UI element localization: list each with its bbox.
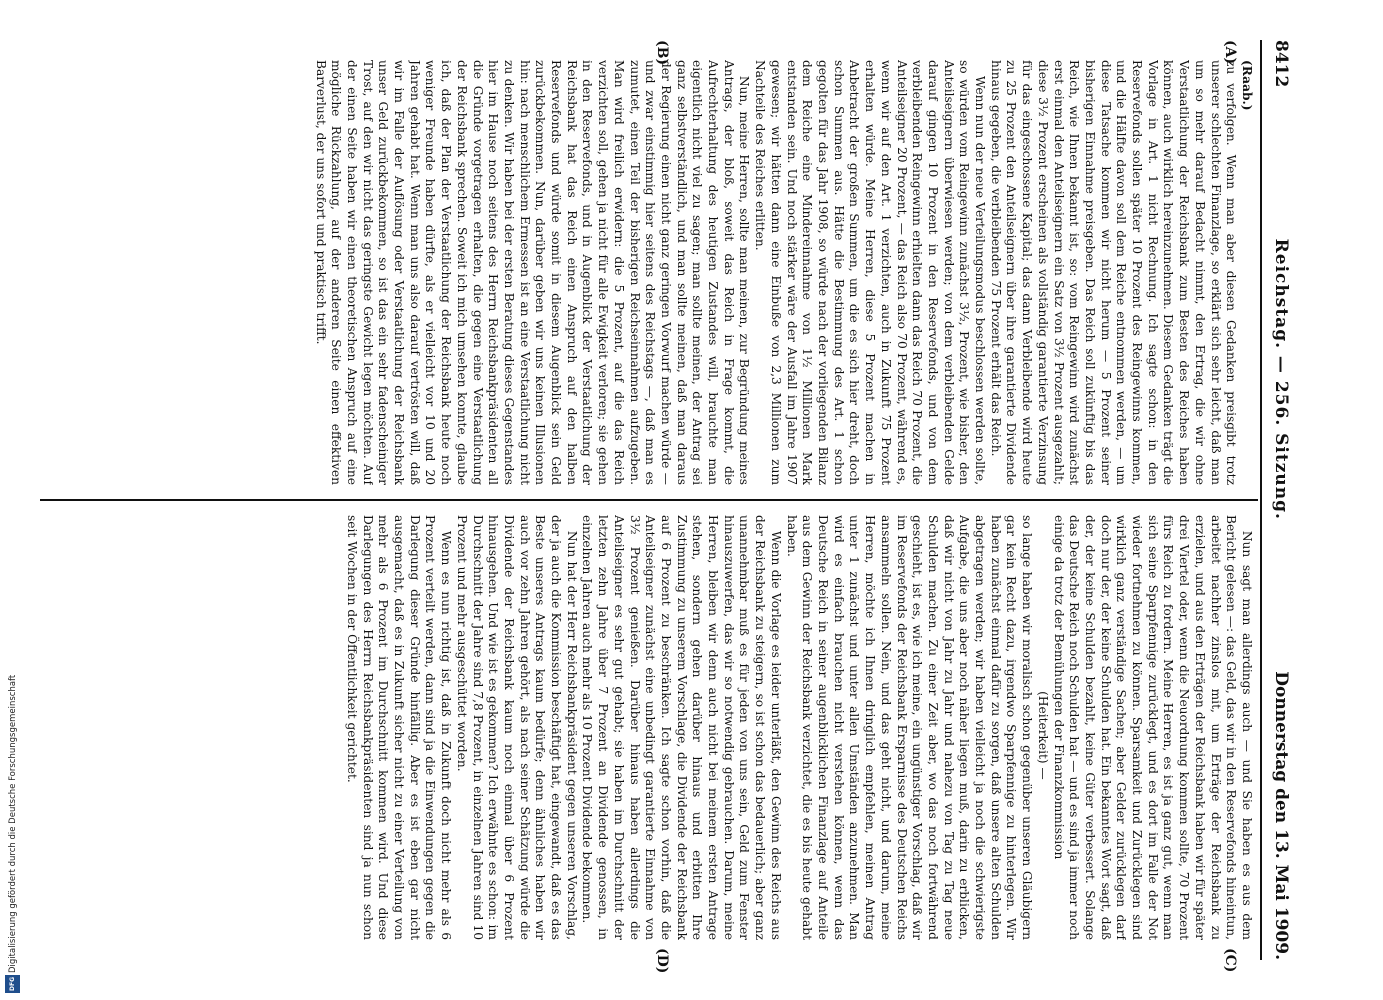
page-header	[1264, 40, 1298, 960]
margin-letter-a: (A)	[1222, 40, 1238, 65]
margin-letter-b: (B)	[654, 40, 670, 66]
paragraph: Wenn die Vorlage es leider unterläßt, den Gewinn des Reichs aus der Reichsbank zu steigern, so ist schon das bedauerlich; aber ganz unannehmbar muß es für jeden von uns sein, Geld zum Fenster hinauszuwerfen, das wir so notwendig gebrauchen. Darum, meine Herren, bleiben wir denn auch nicht bei meinem ersten Antrage stehen, sondern gehen darüber hinaus und erbitten Ihre Zustimmung zu unserem Vorschlage, die Dividende der Reichsbank auf 6 Prozent zu beschränken. Ich sagte schon vorhin, daß die Anteilseigner zunächst eine unbedingt garantierte Einnahme von 3½ Prozent genießen. Darüber hinaus haben allerdings die Anteilseigner es sehr gut gehabt; sie haben im Durchschnitt der letzten zehn Jahre über 7 Prozent an Dividende genossen, in einzelnen Jahren auch mehr als 10 Prozent Dividende bekommen.	[580, 515, 783, 940]
paragraph: Wenn nun der neue Verteilungsmodus beschlossen werden sollte, so würden vom Reingewinn zunächst 3½, Prozent, wie bisher, den Anteilseignern überwiesen werden; von dem verbleibenden Gelde darauf gingen 10 Prozent in den Reservefonds, und von dem verbleibenden Reingewinn erhielten dann das Reich 70 Prozent, die Anteilseigner 20 Prozent, — das Reich also 70 Prozent, während es, wenn wir auf den Art. 1 verzichten, auch in Zukunft 75 Prozent erhalten würde. Meine Herren, diese 5 Prozent machen in Anbetracht der großen Summen, um die es sich hier dreht, doch schon Summen aus. Hätte die Bestimmung des Art. 1 schon gegolten für das Jahr 1908, so würde nach der vorliegenden Bilanz dem Reiche eine Mindereinnahme von 1½ Millionen Mark entstanden sein. Und noch stärker wäre der Ausfall im Jahre 1907 gewesen; wir hätten dann eine Einbuße von 2,3 Millionen zum Nachteile des Reiches erlitten.	[753, 60, 988, 485]
credit-text: Digitalisierung gefördert durch die Deutsche Forschungsgemeinschaft	[8, 674, 18, 973]
dfg-logo: DFG	[5, 975, 20, 993]
column-divider	[40, 499, 1258, 501]
margin-letter-d: (D)	[654, 948, 670, 974]
digitization-credit	[4, 600, 20, 995]
margin-letter-c: (C)	[1222, 948, 1238, 973]
paragraph: so lange haben wir moralisch schon gegenüber unseren Gläubigern gar kein Recht dazu, irgendwo Sparpfennige zu hinterlegen. Wir haben zunächst einmal dafür zu sorgen, daß unsere alten Schulden abgetragen werden; wir haben vielleicht ja noch die schwierigste Aufgabe, die uns aber noch näher liegen muß, darin zu erblicken, daß wir nicht von Jahr zu Jahr und nahezu von Tag zu Tag neue Schulden machen. Zu einer Zeit aber, wo das noch fortwährend geschieht, ist es, wie ich meine, ein ungünstiger Vorschlag, daß wir im Reservefonds der Reichsbank Ersparnisse des Deutschen Reichs ansammeln sollen. Nein, und das geht nicht, und darum, meine Herren, möchte ich Ihnen dringlich empfehlen, meinen Antrag unter 1 zunächst und unter allen Umständen anzunehmen. Man wird es einfach brauchen nicht verstehen können, wenn das Deutsche Reich in seiner augenblicklichen Finanzlage auf Anteile aus dem Gewinn der Reichsbank verzichtet, die es bis heute gehabt haben.	[784, 515, 1035, 940]
session-date: Donnerstag den 13. Mai 1909.	[1271, 671, 1291, 960]
paragraph: Wenn es nun richtig ist, daß in Zukunft doch nicht mehr als 6 Prozent verteilt werden, dann sind ja die Einwendungen gegen die Darlegung dieser Gründe hinfällig. Aber es ist eben gar nicht ausgemacht, daß es in Zukunft sicher nicht zu einer Verteilung von mehr als 6 Prozent im Durchschnitt kommen wird. Und diese Darlegungen des Herrn Reichsbankpräsidenten sind ja nun schon seit Wochen in der Öffentlichkeit gerichtet.	[344, 515, 454, 940]
interjection: (Heiterkeit) —	[1035, 691, 1050, 780]
paragraph: zu verfolgen. Wenn man aber diesen Gedanken preisgibt trotz unserer schlechten Finanzlage, so erklärt sich sehr leicht, daß man um so mehr darauf Bedacht nimmt, den Ertrag, die wir ohne Verstaatlichung der Reichsbank zum Besten des Reiches haben können, auch wirklich hereinzunehmen. Diesem Gedanken trägt die Vorlage in Art. 1 nicht Rechnung. Ich sagte schon: in den Reservefonds sollen später 10 Prozent des Reingewinns kommen, und die Hälfte davon soll dem Reiche entnommen werden, — um diese Tatsache kommen wir nicht herum — 5 Prozent seiner bisherigen Einnahme preisgeben. Das Reich soll zukünftig bis das Reich, wie Ihnen bekannt ist, so: vom Reingewinn wird zunächst erst einmal den Anteilseignern ein Satz von 3½ Prozent ausgezahlt; diese 3½ Prozent erscheinen als vollständig garantierte Verzinsung für das eingeschossene Kapital; das dann Verbleibende wird heute zu 25 Prozent den Anteilseignern über ihre garantierte Dividende hinaus gegeben, die verbleibenden 75 Prozent erhält das Reich.	[988, 60, 1239, 485]
running-title: Reichstag. — 256. Sitzung.	[1271, 238, 1291, 520]
right-column	[30, 515, 1254, 940]
paragraph: Nun, meine Herren, sollte man meinen, zur Begründung meines Antrags, der bloß, soweit das Reich in Frage kommt, die Aufrechterhaltung des heutigen Zustandes will, brauchte man eigentlich nicht viel zu sagen; man sollte meinen, der Antrag sei ganz selbstverständlich, und man sollte meinen, daß man daraus der Regierung einen nicht ganz geringen Vorwurf machen würde — und zwar einstimmig hier seitens des Reichstags —, daß man es zumutet, einen Teil der bisherigen Reichseinnahmen aufzugeben. Man wird freilich erwidern: die 5 Prozent, auf die das Reich verzichten soll, gehen ja nicht für alle Ewigkeit verloren; sie gehen in den Reservefonds, und in Augenblick der Verstaatlichung der Reichsbank hat das Reich einen Anspruch auf den halben Reservefonds und würde somit in diesem Augenblick sein Geld zurückbekommen. Nun, darüber geben wir uns keinen Illusionen hin: nach menschlichem Ermessen ist an eine Verstaatlichung nicht zu denken. Wir haben bei der ersten Beratung dieses Gegenstandes hier im Hause noch seitens des Herrn Reichsbankpräsidenten all die Gründe vorgetragen erhalten, die gegen eine Verstaatlichung der Reichsbank sprechen. Soweit ich mich umsehen konnte, glaube ich, daß der Plan der Verstaatlichung der Reichsbank heute noch weniger Freunde haben dürfte, als er vielleicht vor 10 und 20 Jahren gehabt hat. Wenn man uns also darauf vertrösten will, daß wir im Falle der Auflösung oder Verstaatlichung der Reichsbank unser Geld zurückbekommen, so ist das ein sehr fadenscheiniger Trost, auf den wir nicht das geringste Gewicht legen möchten. Auf der einen Seite haben wir einen theoretischen Anspruch auf eine mögliche Rückzahlung, auf der anderen Seite einen effektiven Barverlust, der uns sofort und praktisch trifft.	[313, 60, 752, 485]
paragraph: Nun hat der Herr Reichsbankpräsident gegen unseren Vorschlag, der ja auch die Kommission beschäftigt hat, eingewandt, daß es das Beste unseres Antrags kaum bedürfe; denn ähnliches haben wir auch vor zehn Jahren gehört, als nach seiner Schätzung würde die Dividende der Reichsbank kaum noch einmal über 6 Prozent hinausgehen. Und wie ist es gekommen? Ich erwähnte es schon: im Durchschnitt der Jahre sind 7,8 Prozent, in einzelnen Jahren sind 10 Prozent und mehr ausgeschüttet worden.	[454, 515, 579, 940]
paragraph: Nun sagt man allerdings auch — und Sie haben es aus dem Bericht gelesen —: das Geld, das wir in den Reservefonds hineintun, arbeitet nachher zinslos mit, um Erträge der Reichsbank zu erzielen, und aus den Erträgen der Reichsbank haben wir für später drei Viertel oder, wenn die Neuordnung kommen sollte, 70 Prozent fürs Reich zu fordern. Meine Herren, es ist ja ganz gut, wenn man sich seine Sparpfennige zurücklegt, und es dort im Falle der Not wieder fortnehmen zu können. Sparsamkeit und Zurücklegen sind wirklich ganz verständige Sachen; aber Gelder zurücklegen darf doch nur der, der keine Schulden hat. Ein bekanntes Wort sagt, daß der, der keine Schulden bezahlt, keine Güter verbessert. Solange das Deutsche Reich noch Schulden hat — und es sind ja immer noch einige da trotz der Bemühungen der Finanzkommission	[1051, 515, 1254, 940]
left-column	[30, 60, 1254, 485]
speaker-name: (Raab.)	[1240, 60, 1254, 111]
header-rule	[1260, 40, 1262, 960]
page-number: 8412	[1271, 40, 1291, 88]
